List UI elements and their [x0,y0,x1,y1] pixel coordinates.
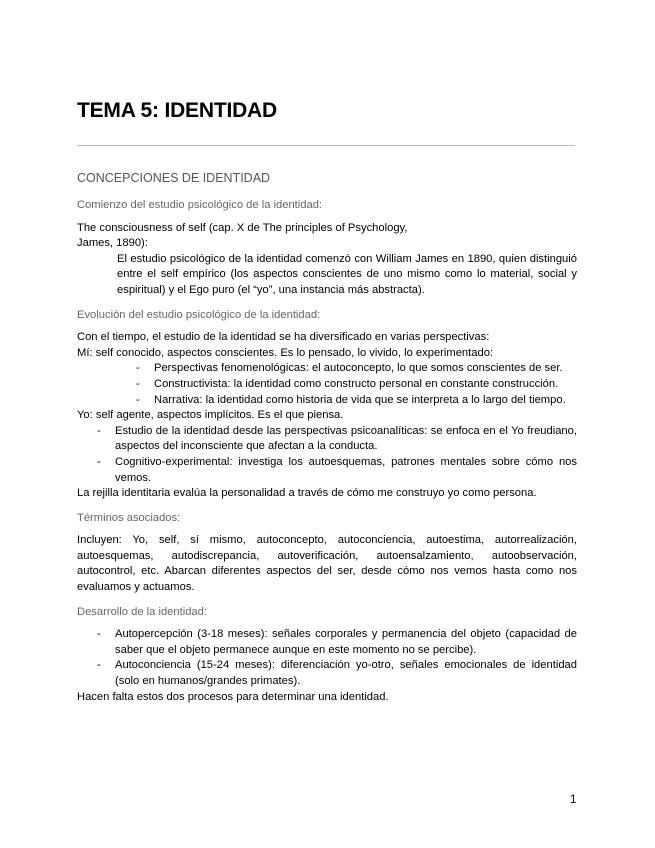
list-item: - Autoconciencia (15-24 meses): diferenciación yo-otro, señales emocionales de identidad (solo en humanos/grandes primates). [77,658,577,689]
subheading-evolucion: Evolución del estudio psicológico de la identidad: [77,308,321,321]
subheading-terminos: Términos asociados: [77,511,181,524]
list-desarrollo [77,627,577,689]
list-mi [77,361,577,408]
paragraph-terminos: Incluyen: Yo, self, sí mismo, autoconcepto, autoconciencia, autoestima, autorrealización, autoesquemas, autodiscrepancia, autoverificación, autoensalzamiento, autoobservación, autocontrol, etc. Abarcan diferentes aspectos del ser, desde cómo nos vemos hasta como nos evaluamos y actuamos. [77,534,577,594]
paragraph-closing: Hacen falta estos dos procesos para determinar una identidad. [77,690,389,703]
subheading-desarrollo: Desarrollo de la identidad: [77,605,207,618]
paragraph-yo: Yo: self agente, aspectos implícitos. Es el que piensa. [77,409,344,422]
paragraph-james: El estudio psicológico de la identidad comenzó con William James en 1890, quien distinguió entre el self empírico (los aspectos conscientes de uno mismo como lo material, social y espiritual) y el Ego puro (el “yo”, una instancia más abstracta). [117,252,577,296]
page-number: 1 [570,794,577,806]
page-title: TEMA 5: IDENTIDAD [77,99,277,122]
paragraph-consciousness-line1: The consciousness of self (cap. X de The principles of Psychology, [77,221,408,234]
paragraph-consciousness-line2: James, 1890): [77,237,148,250]
list-item: - Narrativa: la identidad como historia de vida que se interpreta a lo largo del tiempo. [77,393,577,409]
paragraph-intro: Con el tiempo, el estudio de la identidad se ha diversificado en varias perspectivas: [77,331,490,344]
section-heading: CONCEPCIONES DE IDENTIDAD [77,171,271,185]
list-yo [77,424,577,486]
list-item: - Estudio de la identidad desde las perspectivas psicoanalíticas: se enfoca en el Yo freudiano, aspectos del inconsciente que afectan a la conducta. [77,424,577,455]
list-item: - Perspectivas fenomenológicas: el autoconcepto, lo que somos conscientes de ser. [77,361,577,377]
subheading-comienzo: Comienzo del estudio psicológico de la identidad: [77,199,323,211]
list-item: - Constructivista: la identidad como constructo personal en constante construcción. [77,377,577,393]
title-divider [77,145,575,146]
list-item: - Cognitivo-experimental: investiga los autoesquemas, patrones mentales sobre cómo nos vemos. [77,455,577,486]
paragraph-mi: Mí: self conocido, aspectos conscientes. Es lo pensado, lo vivido, lo experimentado: [77,346,494,359]
paragraph-rejilla: La rejilla identitaria evalúa la personalidad a través de cómo me construyo yo como persona. [77,487,537,500]
document-body [77,198,577,705]
list-item: - Autopercepción (3-18 meses): señales corporales y permanencia del objeto (capacidad de saber que el objeto permanece aunque en este momento no se percibe). [77,627,577,658]
